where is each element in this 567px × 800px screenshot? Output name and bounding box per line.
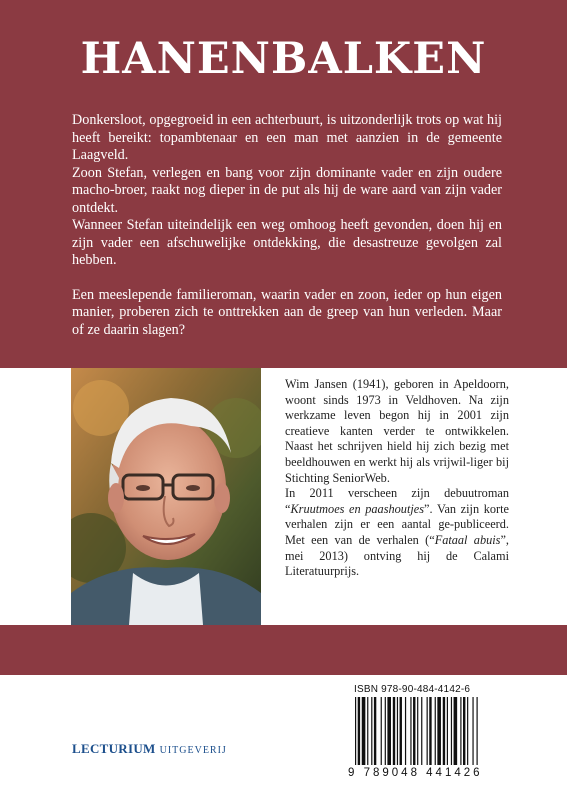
barcode-bar xyxy=(393,697,395,765)
barcode-bar xyxy=(371,697,372,765)
barcode-bar xyxy=(413,697,415,765)
barcode-digits: 9 789048 441426 xyxy=(348,767,483,779)
barcode-bar xyxy=(451,697,452,765)
lower-red-band xyxy=(0,625,567,675)
bio-text: ”, mei 2013) ontving hij de Calami Literatuurprijs. xyxy=(285,532,509,579)
upper-red-panel xyxy=(0,0,567,368)
author-bio xyxy=(285,377,509,580)
isbn-label: ISBN 978-90-484-4142-6 xyxy=(354,684,471,695)
barcode-bar xyxy=(443,697,445,765)
author-section xyxy=(0,368,567,625)
barcode-bar xyxy=(358,697,360,765)
barcode-bars xyxy=(355,697,520,765)
publisher-logo xyxy=(72,741,227,757)
author-photo xyxy=(71,368,261,625)
barcode-bar xyxy=(421,697,422,765)
barcode-bar xyxy=(435,697,436,765)
blurb-paragraph: Wanneer Stefan uiteindelijk een weg omhoog heeft gevonden, doen hij en zijn vader een afschuwelijke ontdekking, die desastreuze gevolgen zal hebben. xyxy=(72,217,502,268)
bio-paragraph xyxy=(285,486,509,580)
barcode-bar xyxy=(374,697,376,765)
bio-text: In 2011 verscheen zijn debuutroman “ xyxy=(285,486,509,516)
bio-paragraph: Wim Jansen (1941), geboren in Apeldoorn, woont sinds 1973 in Veldhoven. Na zijn werkzame leven begon hij in 2001 zijn creatieve kanten verder te ontwikkelen. Naast het schrijven hield hij zich bezig met beeldhouwen en werkt hij als vrijwil-liger bij Stichting SeniorWeb. xyxy=(285,377,509,485)
barcode-bar xyxy=(387,697,391,765)
barcode-bar xyxy=(447,697,448,765)
blurb-paragraph: Een meeslepende familieroman, waarin vader en zoon, ieder op hun eigen manier, proberen zich te onttrekken aan de greep van hun verleden. Maar of ze daarin slagen? xyxy=(72,286,502,338)
story-title: Fataal abuis xyxy=(434,532,501,547)
barcode-bar xyxy=(355,697,356,765)
barcode-bar xyxy=(405,697,406,765)
barcode-bar xyxy=(381,697,382,765)
barcode-bar xyxy=(429,697,431,765)
barcode-bar xyxy=(397,697,398,765)
barcode-bar xyxy=(472,697,473,765)
blurb-paragraph: Zoon Stefan, verlegen en bang voor zijn dominante vader en zijn oudere macho-broer, raakt nog dieper in de put als hij de ware aard van zijn vader ontdekt. xyxy=(72,164,502,216)
barcode-bar xyxy=(367,697,368,765)
isbn-barcode xyxy=(345,680,528,788)
barcode-bar xyxy=(410,697,411,765)
barcode-bar xyxy=(385,697,386,765)
barcode-bar xyxy=(467,697,468,765)
publisher-subtitle: UITGEVERIJ xyxy=(159,745,227,756)
barcode-bar xyxy=(417,697,418,765)
barcode-bar xyxy=(460,697,461,765)
blurb-paragraph: Donkersloot, opgegroeid in een achterbuurt, is uitzonderlijk trots op wat hij heeft bereikt: topambtenaar en een man met aanzien in de gemeente Laagveld. xyxy=(72,112,502,163)
barcode-bar xyxy=(463,697,465,765)
barcode-bar xyxy=(454,697,458,765)
bio-text: ”. Van zijn korte verhalen zijn er een aantal ge-publiceerd. Met een van de verhalen (“ xyxy=(285,501,509,547)
book-title: HANENBALKEN xyxy=(80,34,487,84)
barcode-bar xyxy=(362,697,366,765)
bottom-section xyxy=(0,675,567,800)
barcode-bar xyxy=(400,697,402,765)
barcode-bar xyxy=(477,697,478,765)
barcode-bar xyxy=(427,697,428,765)
publisher-name: LECTURIUM xyxy=(72,741,156,756)
blurb-text xyxy=(72,112,502,339)
barcode-bar xyxy=(437,697,441,765)
debut-title: Kruutmoes en paashoutjes xyxy=(290,501,425,516)
